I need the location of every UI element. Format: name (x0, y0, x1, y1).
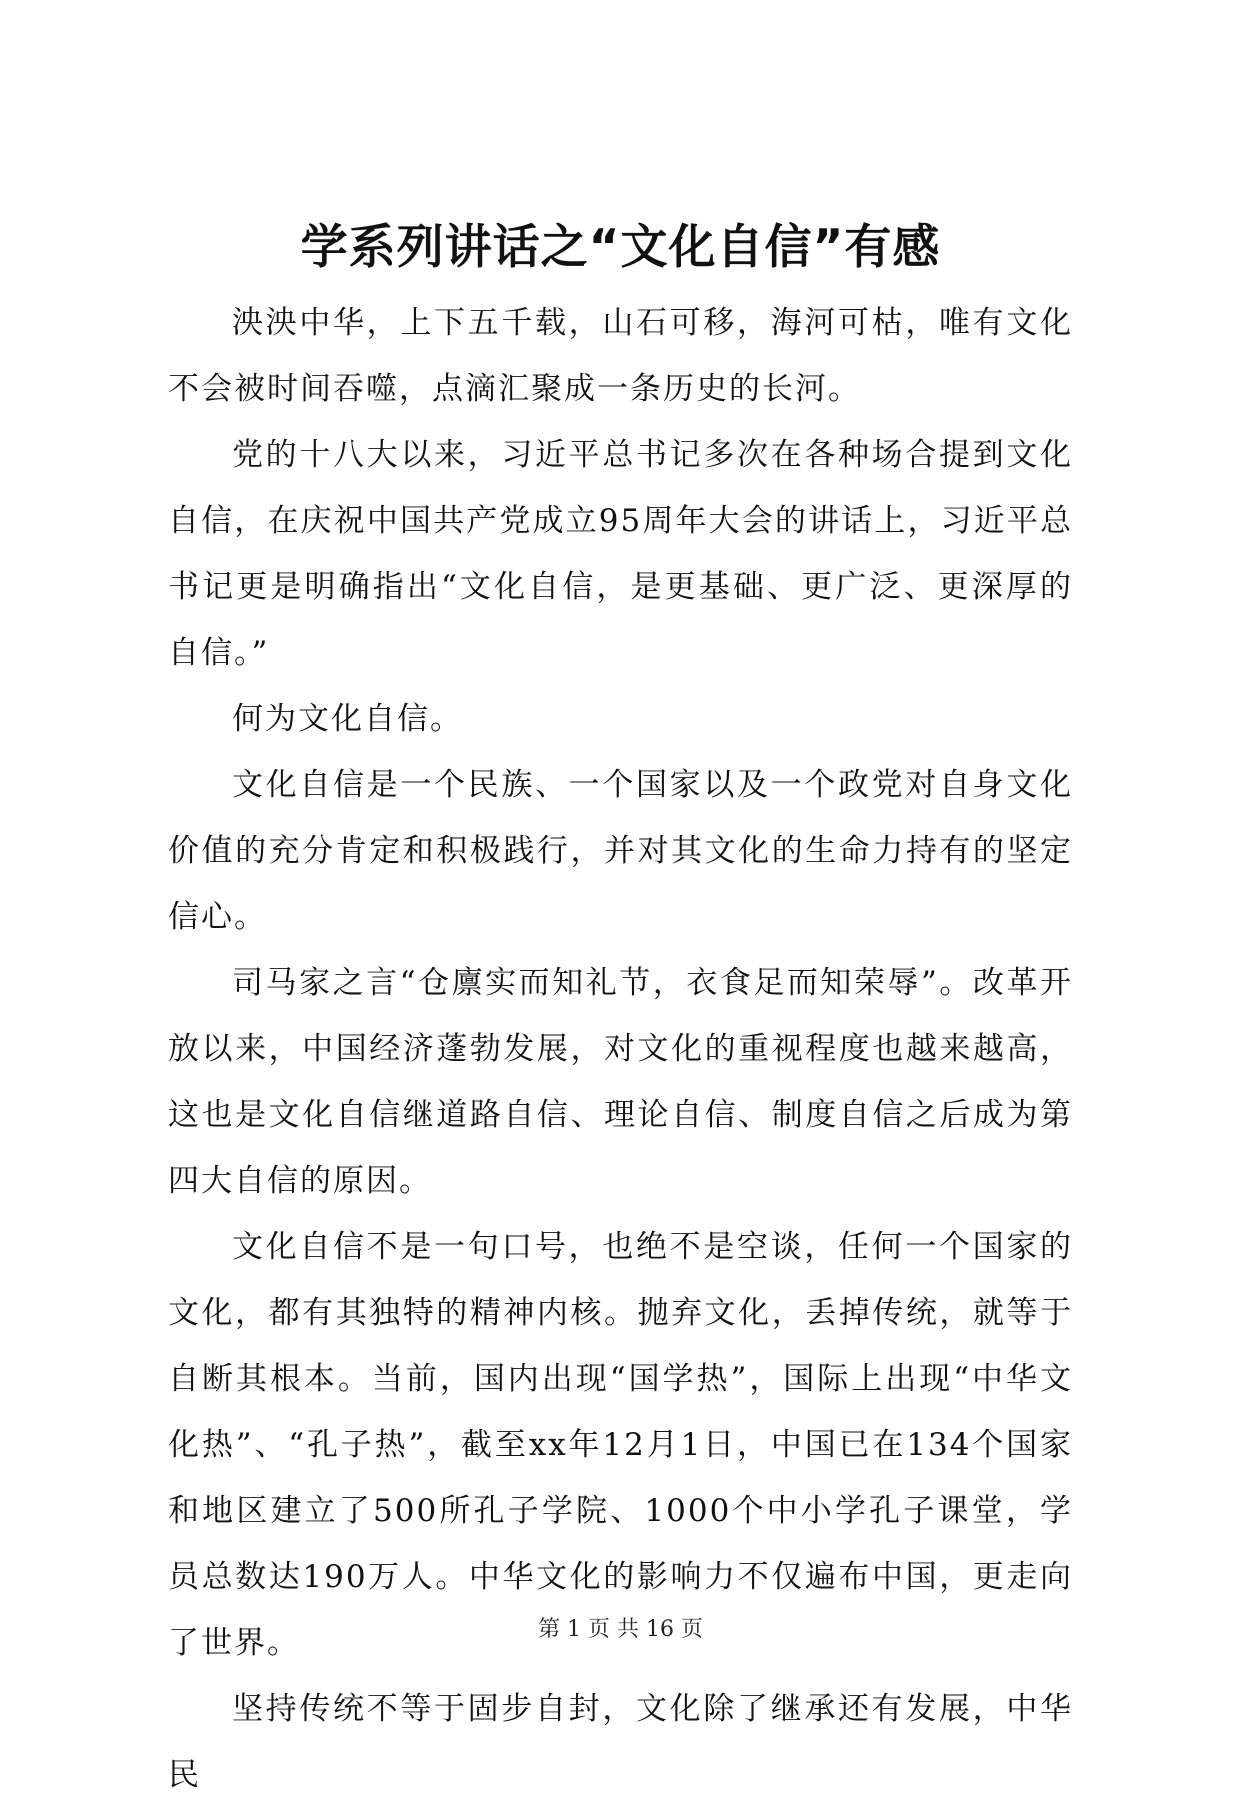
paragraph: 何为文化自信。 (232, 701, 463, 737)
paragraph: 坚持传统不等于固步自封，文化除了继承还有发展，中华民 (168, 1691, 1073, 1793)
paragraph: 文化自信是一个民族、一个国家以及一个政党对自身文化价值的充分肯定和积极践行，并对其文化的生命力持有的坚定信心。 (168, 767, 1073, 935)
paragraph: 党的十八大以来，习近平总书记多次在各种场合提到文化自信，在庆祝中国共产党成立95周年大会的讲话上，习近平总书记更是明确指出“文化自信，是更基础、更广泛、更深厚的自信。” (168, 437, 1073, 671)
document-title: 学系列讲话之“文化自信”有感 (300, 220, 941, 275)
paragraph: 文化自信不是一句口号，也绝不是空谈，任何一个国家的文化，都有其独特的精神内核。抛弃文化，丢掉传统，就等于自断其根本。当前，国内出现“国学热”，国际上出现“中华文化热”、“孔子热”，截至xx年12月1日，中国已在134个国家和地区建立了500所孔子学院、1000个中小学孔子课堂，学员总数达190万人。中华文化的影响力不仅遍布中国，更走向了世界。 (168, 1229, 1073, 1661)
paragraph: 泱泱中华，上下五千载，山石可移，海河可枯，唯有文化不会被时间吞噬，点滴汇聚成一条历史的长河。 (168, 305, 1073, 407)
document-body (168, 290, 1073, 1808)
page-footer: 第 1 页 共 16 页 (538, 1617, 703, 1642)
paragraph: 司马家之言“仓廪实而知礼节，衣食足而知荣辱”。改革开放以来，中国经济蓬勃发展，对文化的重视程度也越来越高，这也是文化自信继道路自信、理论自信、制度自信之后成为第四大自信的原因。 (168, 965, 1073, 1199)
